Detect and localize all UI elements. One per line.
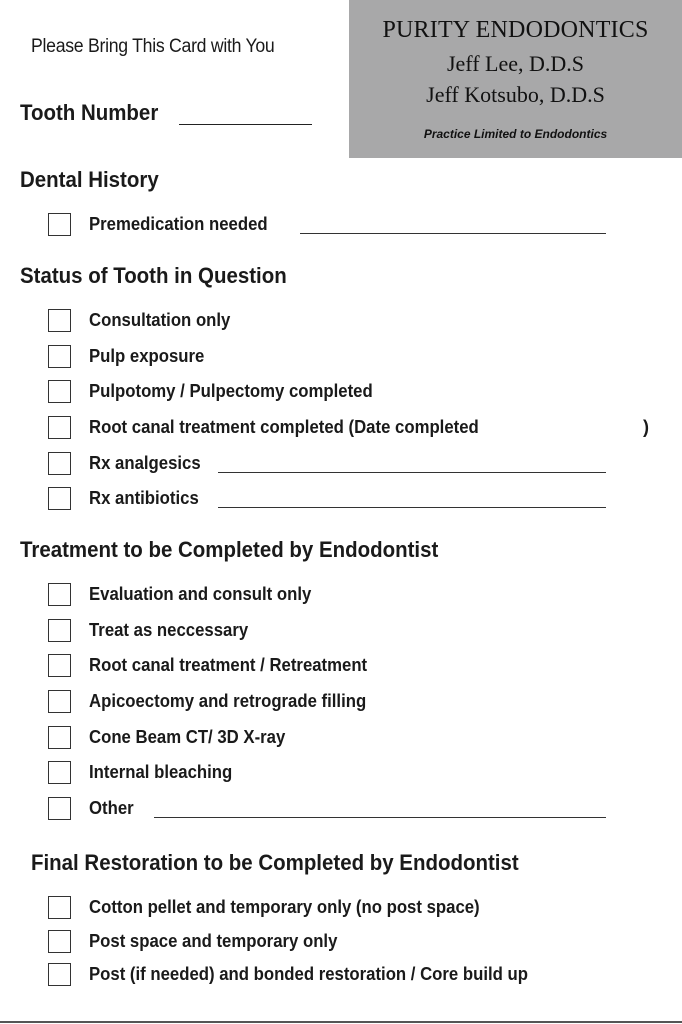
checkbox-label: Premedication needed xyxy=(89,214,268,234)
practice-header xyxy=(349,0,682,158)
checkbox-row-root-canal-retreatment[interactable] xyxy=(48,654,668,680)
checkbox-row-evaluation[interactable] xyxy=(48,583,668,609)
checkbox-row-pulpotomy[interactable] xyxy=(48,380,668,406)
checkbox[interactable] xyxy=(48,583,71,606)
checkbox-label: Rx antibiotics xyxy=(89,488,199,508)
section-title-final-restoration: Final Restoration to be Completed by Endodontist xyxy=(31,850,519,875)
checkbox-label: Root canal treatment completed (Date completed xyxy=(89,417,479,437)
checkbox-label: Apicoectomy and retrograde filling xyxy=(89,691,367,711)
checkbox[interactable] xyxy=(48,213,71,236)
checkbox[interactable] xyxy=(48,963,71,986)
checkbox-row-premedication[interactable] xyxy=(48,213,668,239)
doctor-name-2: Jeff Kotsubo, D.D.S xyxy=(426,82,605,107)
checkbox-row-cone-beam[interactable] xyxy=(48,726,668,752)
checkbox[interactable] xyxy=(48,761,71,784)
checkbox-row-apicoectomy[interactable] xyxy=(48,690,668,716)
checkbox[interactable] xyxy=(48,416,71,439)
checkbox-row-rx-antibiotics[interactable] xyxy=(48,487,668,513)
checkbox-label: Cotton pellet and temporary only (no post space) xyxy=(89,897,480,917)
checkbox[interactable] xyxy=(48,380,71,403)
checkbox-label: Consultation only xyxy=(89,310,231,330)
checkbox[interactable] xyxy=(48,452,71,475)
tooth-number-field[interactable] xyxy=(179,124,312,125)
checkbox-row-consultation[interactable] xyxy=(48,309,668,335)
section-title-dental-history: Dental History xyxy=(20,167,159,192)
checkbox[interactable] xyxy=(48,797,71,820)
checkbox-row-treat-as-necessary[interactable] xyxy=(48,619,668,645)
checkbox-row-internal-bleaching[interactable] xyxy=(48,761,668,787)
practice-name: PURITY ENDODONTICS xyxy=(382,17,649,43)
checkbox-row-pulp-exposure[interactable] xyxy=(48,345,668,371)
checkbox-label: Post space and temporary only xyxy=(89,931,338,951)
checkbox[interactable] xyxy=(48,487,71,510)
checkbox-row-post-space[interactable] xyxy=(48,930,668,956)
checkbox[interactable] xyxy=(48,896,71,919)
doctor-name-1: Jeff Lee, D.D.S xyxy=(446,51,585,76)
checkbox[interactable] xyxy=(48,345,71,368)
checkbox[interactable] xyxy=(48,726,71,749)
checkbox-label: Internal bleaching xyxy=(89,762,233,782)
checkbox-label: Pulpotomy / Pulpectomy completed xyxy=(89,381,373,401)
checkbox-label: Evaluation and consult only xyxy=(89,584,312,604)
close-paren: ) xyxy=(643,417,649,437)
practice-tagline: Practice Limited to Endodontics xyxy=(423,127,608,141)
rx-antibiotics-fill-line[interactable] xyxy=(218,507,606,508)
checkbox-row-other[interactable] xyxy=(48,797,668,823)
checkbox[interactable] xyxy=(48,930,71,953)
premedication-fill-line[interactable] xyxy=(300,233,606,234)
checkbox[interactable] xyxy=(48,309,71,332)
checkbox-label: Cone Beam CT/ 3D X-ray xyxy=(89,727,286,747)
checkbox[interactable] xyxy=(48,654,71,677)
checkbox[interactable] xyxy=(48,690,71,713)
checkbox-label: Root canal treatment / Retreatment xyxy=(89,655,368,675)
checkbox-row-bonded-restoration[interactable] xyxy=(48,963,668,989)
checkbox-label: Pulp exposure xyxy=(89,346,205,366)
checkbox-label: Rx analgesics xyxy=(89,453,201,473)
tooth-number-label: Tooth Number xyxy=(20,100,159,125)
checkbox-row-rx-analgesics[interactable] xyxy=(48,452,668,478)
checkbox-label: Other xyxy=(89,798,134,818)
section-title-treatment: Treatment to be Completed by Endodontist xyxy=(20,537,439,562)
section-title-status: Status of Tooth in Question xyxy=(20,263,287,288)
checkbox-row-root-canal-completed[interactable] xyxy=(48,416,668,442)
card-bottom-edge xyxy=(0,1021,682,1023)
checkbox-row-cotton-pellet[interactable] xyxy=(48,896,668,922)
rx-analgesics-fill-line[interactable] xyxy=(218,472,606,473)
other-fill-line[interactable] xyxy=(154,817,606,818)
bring-card-note: Please Bring This Card with You xyxy=(31,36,275,57)
checkbox[interactable] xyxy=(48,619,71,642)
checkbox-label: Post (if needed) and bonded restoration / Core build up xyxy=(89,964,528,984)
checkbox-label: Treat as neccessary xyxy=(89,620,249,640)
